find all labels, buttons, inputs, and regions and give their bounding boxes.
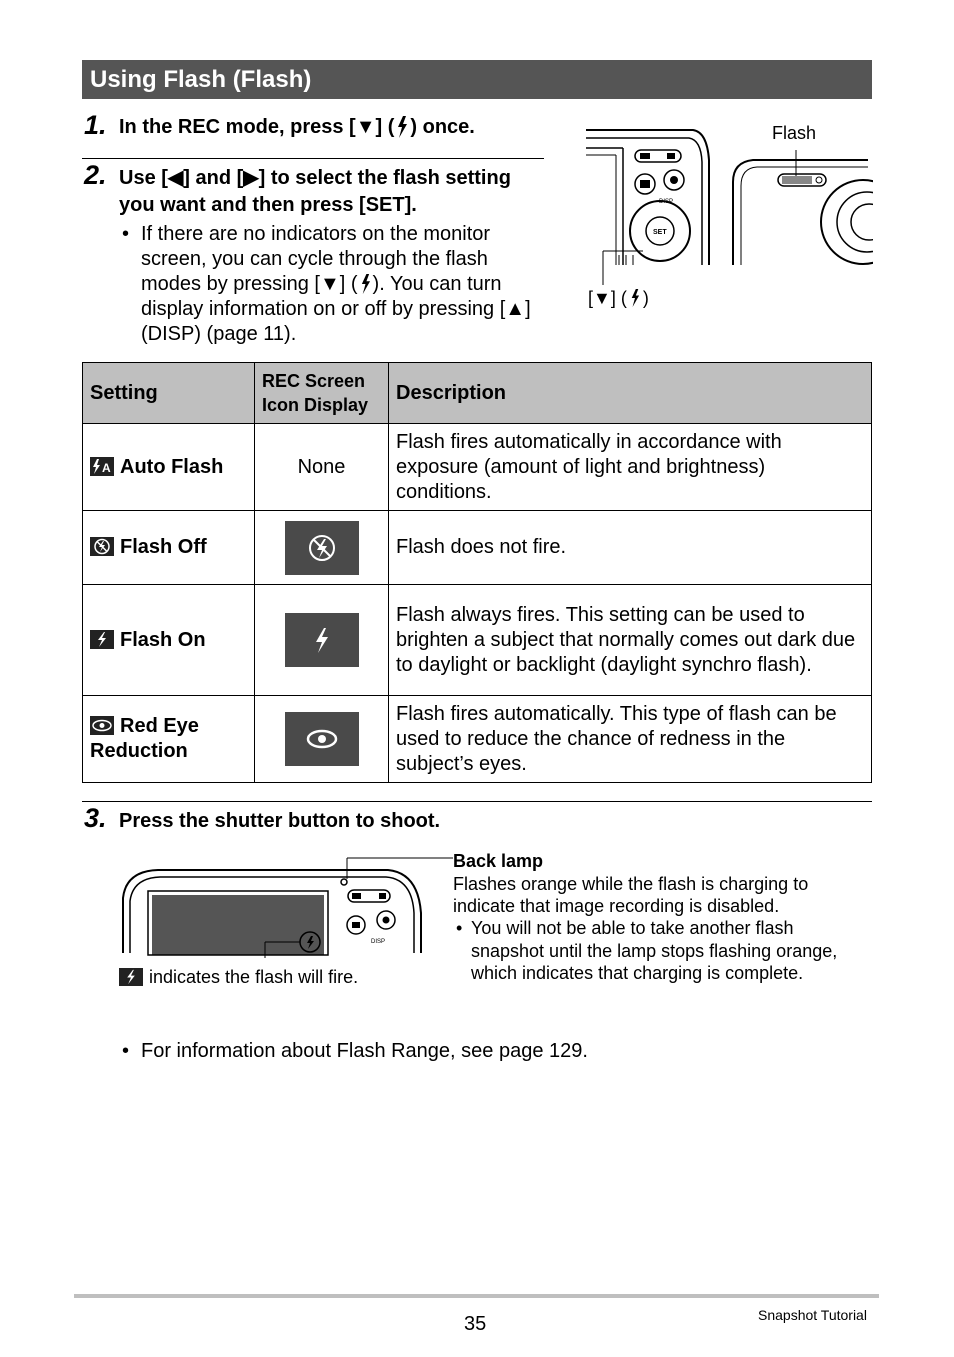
description-cell: Flash fires automatically. This type of flash can be used to reduce the chance of redness in the subject’s eyes. xyxy=(389,696,872,783)
back-lamp-text: Flashes orange while the flash is charging to indicate that image recording is disabled. xyxy=(453,873,809,916)
header-description: Description xyxy=(389,363,872,424)
step-2-number: 2. xyxy=(84,160,107,190)
setting-label: Flash Off xyxy=(120,536,207,558)
back-lamp-title: Back lamp xyxy=(453,851,544,871)
bullet-dot: • xyxy=(456,918,463,938)
icon-display-cell: None xyxy=(255,424,389,511)
section-title: Using Flash (Flash) xyxy=(82,60,872,99)
header-setting: Setting xyxy=(83,363,255,424)
down-button-callout xyxy=(588,287,649,310)
flash-on-screen-icon xyxy=(285,613,359,667)
flash-icon xyxy=(360,274,371,294)
indicator-caption xyxy=(119,966,358,989)
header-icon-display: REC Screen Icon Display xyxy=(255,363,389,424)
flash-callout-label: Flash xyxy=(772,123,817,143)
table-row xyxy=(83,511,872,585)
description-cell: Flash fires automatically in accordance with exposure (amount of light and brightness) conditions. xyxy=(389,424,872,511)
indicator-caption-text: indicates the flash will fire. xyxy=(149,967,359,987)
footer-section: Snapshot Tutorial xyxy=(758,1307,867,1323)
step-2-bullet-pre: If there are no indicators on the monitor screen, you can cycle through the flash modes by pressing [▼] ( xyxy=(141,223,491,295)
description-cell: Flash always fires. This setting can be used to brighten a subject that normally comes out dark due to daylight or backlight (daylight synchro flash). xyxy=(389,585,872,696)
flash-range-note: For information about Flash Range, see page 129. xyxy=(141,1040,588,1062)
divider xyxy=(82,158,544,159)
step-3-text: Press the shutter button to shoot. xyxy=(119,810,441,832)
flash-icon xyxy=(396,116,408,138)
step-1-text xyxy=(119,114,475,141)
red-eye-icon xyxy=(90,716,114,735)
step-2-text: Use [◀] and [▶] to select the flash setting you want and then press [SET]. xyxy=(119,167,511,216)
step-1-number: 1. xyxy=(84,110,107,140)
step-1-text-pre: In the REC mode, press [▼] ( xyxy=(119,116,395,138)
setting-label: Flash On xyxy=(120,628,206,651)
disp-label: DISP xyxy=(371,939,386,945)
setting-cell xyxy=(83,511,255,585)
footer-rule xyxy=(74,1294,879,1298)
setting-cell xyxy=(83,424,255,511)
setting-cell xyxy=(83,696,255,783)
down-callout-pre: [▼] ( xyxy=(588,288,627,308)
bullet-dot: • xyxy=(122,1040,130,1062)
page-number: 35 xyxy=(464,1313,487,1335)
table-header-row xyxy=(83,363,872,424)
setting-label: Auto Flash xyxy=(120,455,224,478)
flash-off-icon xyxy=(90,537,114,556)
set-label: SET xyxy=(653,229,667,236)
flash-settings-table xyxy=(82,362,872,783)
setting-label: Red Eye Reduction xyxy=(90,715,199,762)
description-cell: Flash does not fire. xyxy=(389,511,872,585)
step-2-bullet-post: ). You can turn display information on or off by pressing [▲] (DISP) (page 11). xyxy=(141,273,531,345)
flash-off-screen-icon xyxy=(285,521,359,575)
back-lamp-bullet: You will not be able to take another flash snapshot until the lamp stops flashing orange, which indicates that charging is complete. xyxy=(471,918,838,983)
step-3-number: 3. xyxy=(84,803,107,833)
icon-display-cell xyxy=(255,696,389,783)
step-2-bullet xyxy=(141,222,541,347)
flash-icon xyxy=(630,289,640,307)
step-1-text-post: ) once. xyxy=(410,116,475,138)
auto-flash-icon xyxy=(90,457,114,476)
camera-back-lamp-illustration xyxy=(118,853,453,958)
divider xyxy=(82,801,872,802)
icon-display-cell xyxy=(255,511,389,585)
flash-on-icon xyxy=(119,968,143,986)
table-row xyxy=(83,696,872,783)
bullet-dot: • xyxy=(122,223,130,245)
table-row xyxy=(83,585,872,696)
disp-label: DISP xyxy=(659,199,674,205)
red-eye-screen-icon xyxy=(285,712,359,766)
svg-text:A: A xyxy=(102,460,111,475)
back-lamp-note xyxy=(453,850,853,918)
table-row xyxy=(83,424,872,511)
flash-on-icon xyxy=(90,630,114,649)
down-callout-post: ) xyxy=(642,288,649,308)
setting-cell xyxy=(83,585,255,696)
icon-display-cell xyxy=(255,585,389,696)
